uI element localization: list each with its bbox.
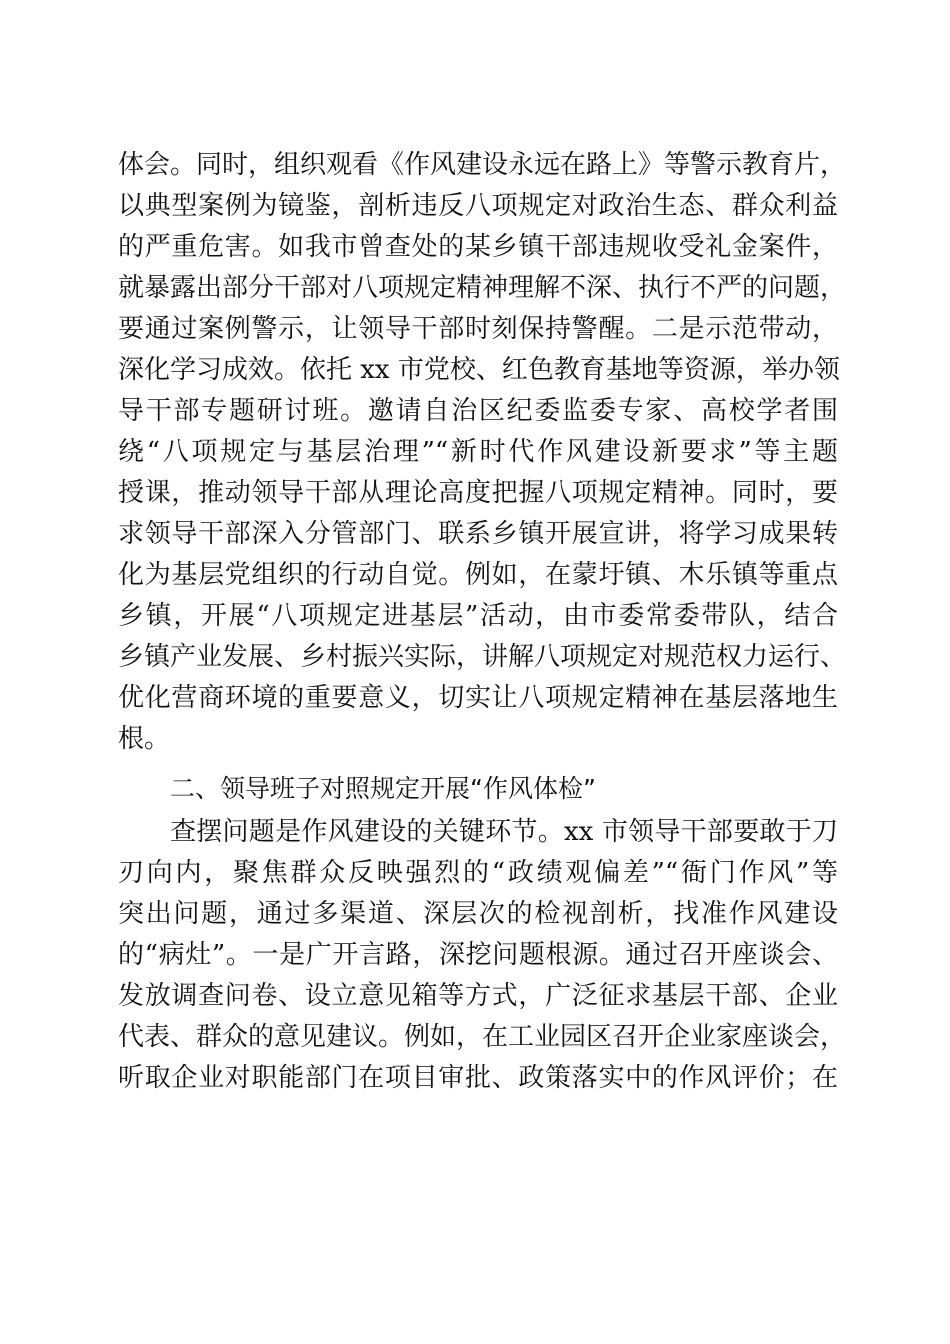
paragraph-2: [118, 812, 847, 1099]
text-line: 听取企业对职能部门在项目审批、政策落实中的作风评价；在: [118, 1063, 838, 1093]
text-line: 根。: [118, 724, 171, 754]
text-line: 的“病灶”。一是广开言路，深挖问题根源。通过召开座谈会、: [118, 940, 838, 970]
section-heading: 二、领导班子对照规定开展“作风体检”: [170, 774, 596, 803]
text-line: 体会。同时，组织观看《作风建设永远在路上》等警示教育片，: [118, 150, 847, 180]
text-line: 刃向内，聚焦群众反映强烈的“政绩观偏差”“衙门作风”等: [118, 858, 838, 888]
document-body: [118, 145, 847, 1099]
text-line: 深化学习成效。依托 xx 市党校、红色教育基地等资源，举办领: [118, 355, 840, 385]
paragraph-1: [118, 145, 847, 760]
text-line: 优化营商环境的重要意义，切实让八项规定精神在基层落地生: [118, 683, 838, 713]
text-line: 绕“八项规定与基层治理”“新时代作风建设新要求”等主题: [118, 437, 838, 467]
text-line: 化为基层党组织的行动自觉。例如，在蒙圩镇、木乐镇等重点: [118, 560, 838, 590]
text-line: 就暴露出部分干部对八项规定精神理解不深、执行不严的问题，: [118, 273, 847, 303]
text-line: 授课，推动领导干部从理论高度把握八项规定精神。同时，要: [118, 478, 838, 508]
text-line: 求领导干部深入分管部门、联系乡镇开展宣讲，将学习成果转: [118, 519, 838, 549]
text-line: 导干部专题研讨班。邀请自治区纪委监委专家、高校学者围: [118, 396, 838, 426]
text-line: 乡镇，开展“八项规定进基层”活动，由市委常委带队，结合: [118, 601, 838, 631]
text-line: 的严重危害。如我市曾查处的某乡镇干部违规收受礼金案件，: [118, 232, 838, 262]
text-line: 突出问题，通过多渠道、深层次的检视剖析，找准作风建设: [118, 899, 838, 929]
text-line: 查摆问题是作风建设的关键环节。xx 市领导干部要敢于刀: [170, 817, 838, 847]
text-line: 要通过案例警示，让领导干部时刻保持警醒。二是示范带动，: [118, 314, 838, 344]
text-line: 发放调查问卷、设立意见箱等方式，广泛征求基层干部、企业: [118, 981, 838, 1011]
text-line: 乡镇产业发展、乡村振兴实际，讲解八项规定对规范权力运行、: [118, 642, 847, 672]
text-line: 以典型案例为镜鉴，剖析违反八项规定对政治生态、群众利益: [118, 191, 838, 221]
text-line: 代表、群众的意见建议。例如，在工业园区召开企业家座谈会，: [118, 1022, 847, 1052]
